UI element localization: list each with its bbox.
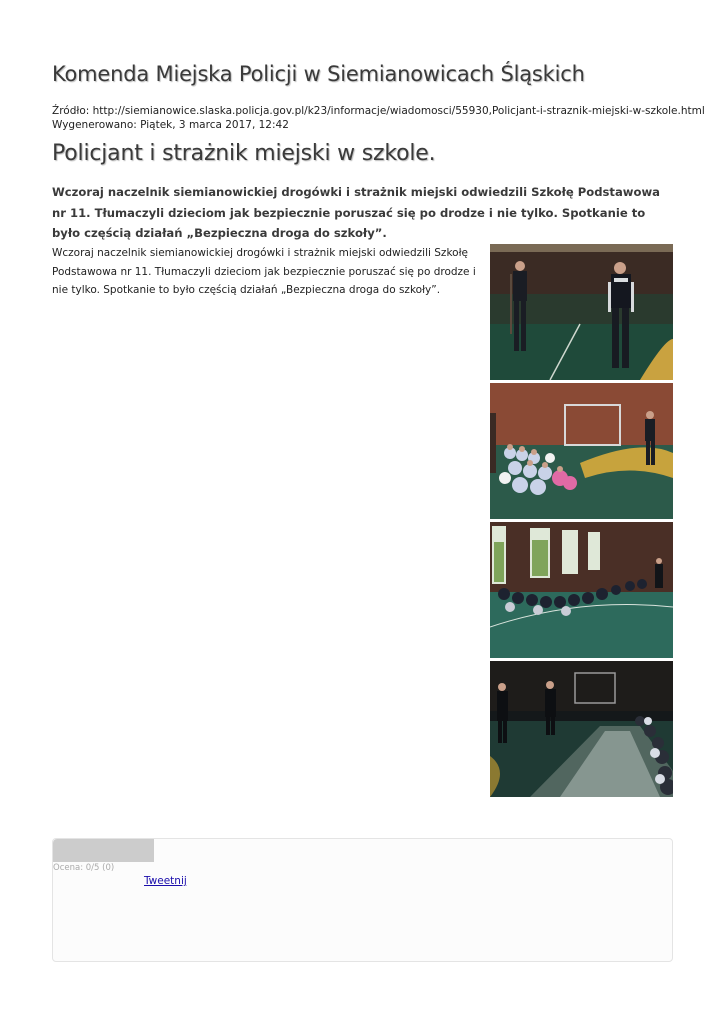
rating-label: Ocena: 0/5 (0) xyxy=(53,863,115,873)
rating-stars-bar[interactable] xyxy=(53,839,154,862)
document-meta xyxy=(52,104,705,132)
photo-officers-in-gym[interactable] xyxy=(490,244,673,380)
source-url: Źródło: http://siemianowice.slaska.policja.gov.pl/k23/informacje/wiadomosci/55930,Policjant-i-straznik-miejski-w-szkole.html xyxy=(52,105,705,117)
generated-date: Wygenerowano: Piątek, 3 marca 2017, 12:42 xyxy=(52,119,289,131)
photo-children-on-floor[interactable] xyxy=(490,383,673,519)
photo-dark-gym-presentation[interactable] xyxy=(490,661,673,797)
photo-hall-windows[interactable] xyxy=(490,522,673,658)
article-title: Policjant i strażnik miejski w szkole. xyxy=(52,141,436,166)
site-title: Komenda Miejska Policji w Siemianowicach Śląskich xyxy=(52,62,585,86)
article-body: Wczoraj naczelnik siemianowickiej drogówki i strażnik miejski odwiedzili Szkołę Podstawowa nr 11. Tłumaczyli dzieciom jak bezpiecznie poruszać się po drodze i nie tylko. Spotkanie to było częścią działań „Bezpieczna droga do szkoły”. xyxy=(52,247,476,296)
article-lead: Wczoraj naczelnik siemianowickiej drogówki i strażnik miejski odwiedzili Szkołę Podstawowa nr 11. Tłumaczyli dzieciom jak bezpiecznie poruszać się po drodze i nie tylko. Spotkanie to było częścią działań „Bezpieczna droga do szkoły”. xyxy=(52,185,661,240)
tweet-link[interactable]: Tweetnij xyxy=(144,875,187,887)
photo-gallery xyxy=(490,244,673,800)
rating-panel xyxy=(52,838,673,962)
